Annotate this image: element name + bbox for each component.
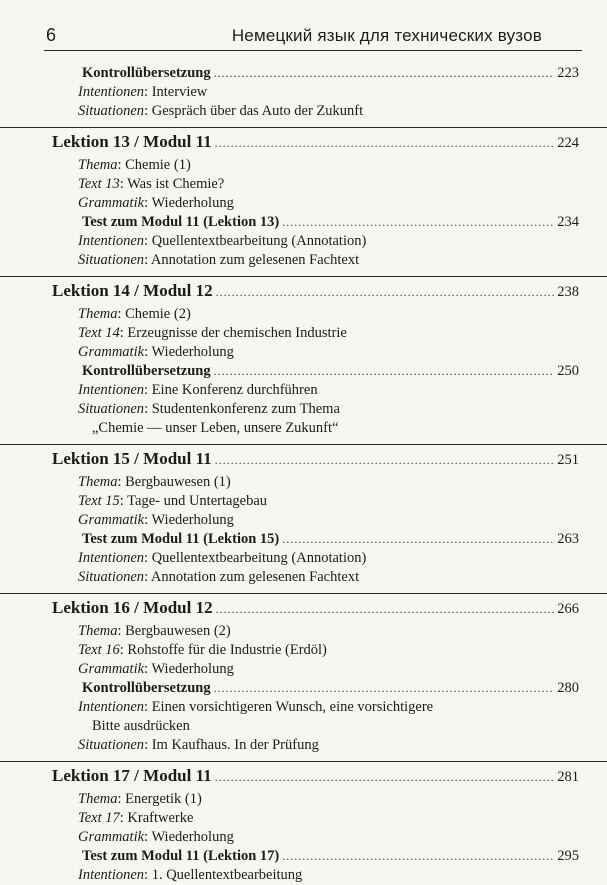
item-key: Intentionen [78, 867, 145, 883]
item-key: Text 17 [78, 810, 120, 826]
item-key: Situationen [78, 252, 145, 268]
lektion-page: 266 [557, 601, 579, 617]
toc-item [0, 511, 607, 530]
leader-dots [282, 530, 554, 549]
toc-item [0, 828, 607, 847]
item-value: : Wiederholung [144, 512, 234, 528]
subentry-page: 223 [557, 65, 579, 81]
item-key: Intentionen [78, 382, 145, 398]
item-value: : Wiederholung [144, 829, 234, 845]
toc-subentry [0, 847, 607, 866]
item-value: : Kraftwerke [119, 810, 194, 826]
item-value: : 1. Quellentextbearbeitung [144, 867, 303, 883]
toc-item [0, 660, 607, 679]
item-key: Thema [78, 623, 118, 639]
item-key: Situationen [78, 569, 145, 585]
item-value: : Bergbauwesen (2) [117, 623, 231, 639]
item-value: : Annotation zum gelesenen Fachtext [144, 569, 360, 585]
subentry-page: 280 [557, 680, 579, 696]
toc-item [0, 622, 607, 641]
toc-lektion [0, 444, 607, 587]
toc-item [0, 194, 607, 213]
lektion-heading [0, 276, 607, 305]
leader-dots [282, 213, 554, 232]
item-key: Grammatik [78, 661, 145, 677]
item-value: : Chemie (1) [117, 157, 191, 173]
item-value: : Im Kaufhaus. In der Prüfung [144, 737, 319, 753]
toc-item [0, 549, 607, 568]
item-value: : Quellentextbearbeitung (Annotation) [144, 233, 367, 249]
item-key: Text 15 [78, 493, 120, 509]
toc-item [0, 492, 607, 511]
toc-item-continuation [0, 419, 607, 438]
subentry-label: Test zum Modul 11 (Lektion 17) [82, 848, 280, 864]
item-value: : Erzeugnisse der chemischen Industrie [119, 325, 347, 341]
item-key: Text 13 [78, 176, 120, 192]
lektion-title: Lektion 13 / Modul 11 [52, 132, 212, 151]
item-value: : Rohstoffe für die Industrie (Erdöl) [119, 642, 327, 658]
subentry-page: 263 [557, 531, 579, 547]
toc-item [0, 232, 607, 251]
item-value: : Wiederholung [144, 195, 234, 211]
lektion-title: Lektion 17 / Modul 11 [52, 766, 212, 785]
item-key: Grammatik [78, 195, 145, 211]
toc-subentry [0, 213, 607, 232]
subentry-label: Test zum Modul 11 (Lektion 13) [82, 214, 280, 230]
item-key: Intentionen [78, 233, 145, 249]
item-key: Thema [78, 474, 118, 490]
subentry-label: Test zum Modul 11 (Lektion 15) [82, 531, 280, 547]
toc-item [0, 83, 607, 102]
subentry-page: 234 [557, 214, 579, 230]
item-key: Intentionen [78, 550, 145, 566]
lektion-title: Lektion 16 / Modul 12 [52, 598, 213, 617]
item-key: Intentionen [78, 84, 145, 100]
item-key: Thema [78, 306, 118, 322]
lektion-heading [0, 444, 607, 473]
lektion-heading [0, 127, 607, 156]
toc-item [0, 568, 607, 587]
leader-dots [282, 847, 554, 866]
subentry-page: 250 [557, 363, 579, 379]
item-key: Text 16 [78, 642, 120, 658]
leader-dots [214, 679, 555, 698]
item-value: : Wiederholung [144, 661, 234, 677]
toc-subentry [0, 679, 607, 698]
subentry-label: Kontrollübersetzung [82, 363, 211, 379]
running-header [44, 24, 582, 51]
item-key: Thema [78, 157, 118, 173]
toc-lektion [0, 593, 607, 755]
item-value: : Gespräch über das Auto der Zukunft [144, 103, 364, 119]
toc-subentry [0, 530, 607, 549]
toc-item [0, 251, 607, 270]
item-value: Bitte ausdrücken [92, 718, 190, 734]
lektion-heading [0, 593, 607, 622]
item-key: Grammatik [78, 829, 145, 845]
toc-item [0, 324, 607, 343]
subentry-label: Kontrollübersetzung [82, 680, 211, 696]
item-key: Grammatik [78, 344, 145, 360]
toc-item [0, 736, 607, 755]
leader-dots [216, 595, 555, 623]
item-value: : Interview [144, 84, 208, 100]
item-key: Situationen [78, 103, 145, 119]
leader-dots [214, 362, 555, 381]
toc-lektion [0, 761, 607, 885]
item-key: Text 14 [78, 325, 120, 341]
item-key: Intentionen [78, 699, 145, 715]
item-value: : Bergbauwesen (1) [117, 474, 231, 490]
item-value: : Quellentextbearbeitung (Annotation) [144, 550, 367, 566]
toc-lektion [0, 127, 607, 270]
item-key: Situationen [78, 401, 145, 417]
item-value: : Wiederholung [144, 344, 234, 360]
toc-subentry [0, 64, 607, 83]
leader-dots [214, 64, 555, 83]
lektion-page: 251 [557, 452, 579, 468]
toc-item [0, 641, 607, 660]
toc-item [0, 343, 607, 362]
toc-item [0, 381, 607, 400]
item-value: : Einen vorsichtigeren Wunsch, eine vorsichtigere [144, 699, 434, 715]
toc-item [0, 790, 607, 809]
subentry-page: 295 [557, 848, 579, 864]
item-value: : Tage- und Untertagebau [119, 493, 268, 509]
toc-item-continuation [0, 717, 607, 736]
toc-item [0, 809, 607, 828]
toc-item [0, 400, 607, 419]
running-title: Немецкий язык для технических вузов [231, 26, 542, 45]
item-value: „Chemie — unser Leben, unsere Zukunft“ [92, 420, 339, 436]
page-number: 6 [46, 25, 57, 45]
leader-dots [215, 129, 555, 157]
lektion-title: Lektion 15 / Modul 11 [52, 449, 212, 468]
item-value: : Energetik (1) [117, 791, 202, 807]
item-value: : Chemie (2) [117, 306, 191, 322]
leader-dots [215, 446, 555, 474]
toc-lektion [0, 276, 607, 438]
leader-dots [216, 278, 555, 306]
toc-subentry [0, 362, 607, 381]
leader-dots [215, 763, 555, 791]
toc-item [0, 156, 607, 175]
toc-item [0, 698, 607, 717]
toc-item [0, 175, 607, 194]
item-key: Situationen [78, 737, 145, 753]
lektion-title: Lektion 14 / Modul 12 [52, 281, 213, 300]
lektion-page: 224 [557, 135, 579, 151]
lektion-page: 281 [557, 769, 579, 785]
lektion-heading [0, 761, 607, 790]
item-value: : Annotation zum gelesenen Fachtext [144, 252, 360, 268]
subentry-label: Kontrollübersetzung [82, 65, 211, 81]
lektion-page: 238 [557, 284, 579, 300]
table-of-contents [0, 64, 607, 885]
item-value: : Eine Konferenz durchführen [144, 382, 318, 398]
item-value: : Studentenkonferenz zum Thema [144, 401, 340, 417]
item-value: : Was ist Chemie? [119, 176, 225, 192]
item-key: Grammatik [78, 512, 145, 528]
toc-item [0, 305, 607, 324]
item-key: Thema [78, 791, 118, 807]
toc-item [0, 102, 607, 121]
toc-item [0, 473, 607, 492]
